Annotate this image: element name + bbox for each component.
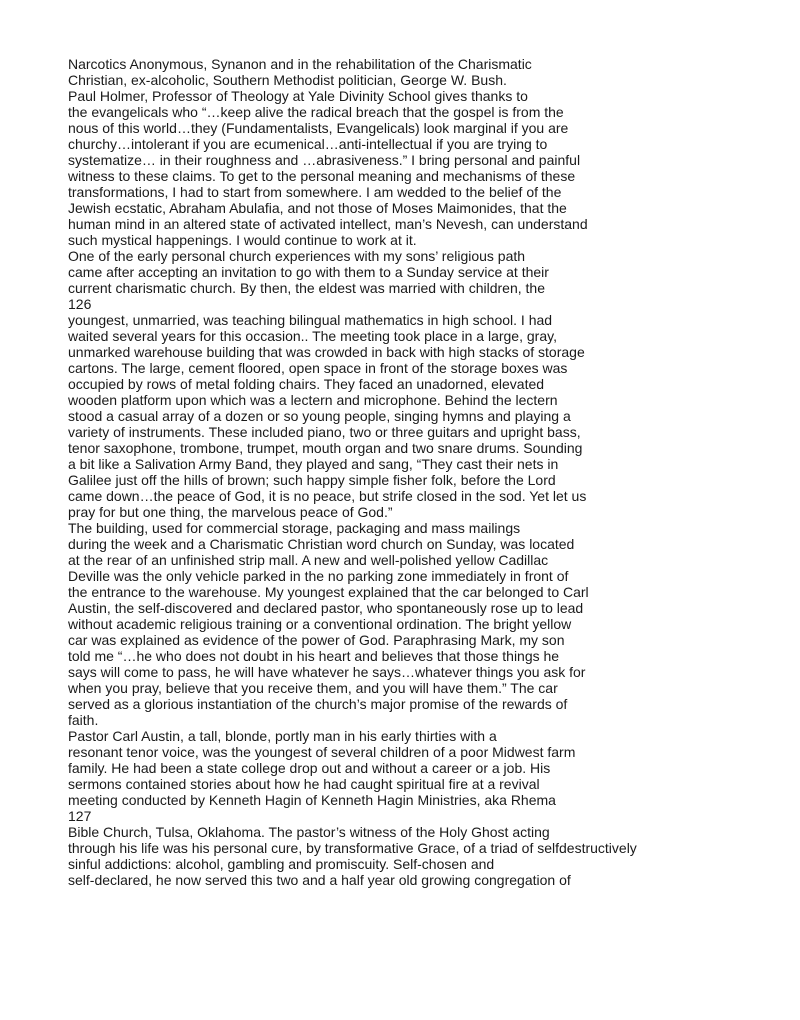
text-line: wooden platform upon which was a lectern and microphone. Behind the lectern: [68, 392, 558, 408]
text-line: came down…the peace of God, it is no peace, but strife closed in the sod. Yet let us: [68, 488, 587, 504]
text-line: witness to these claims. To get to the personal meaning and mechanisms of these: [68, 168, 576, 184]
text-line: variety of instruments. These included piano, two or three guitars and upright bass,: [68, 424, 581, 440]
text-line: churchy…intolerant if you are ecumenical…anti-intellectual if you are trying to: [68, 136, 548, 152]
text-line: the entrance to the warehouse. My youngest explained that the car belonged to Carl: [68, 584, 589, 600]
text-line: says will come to pass, he will have whatever he says…whatever things you ask for: [68, 664, 586, 680]
text-line: Paul Holmer, Professor of Theology at Yale Divinity School gives thanks to: [68, 88, 528, 104]
text-line: current charismatic church. By then, the eldest was married with children, the: [68, 280, 545, 296]
text-line: systematize… in their roughness and …abrasiveness.” I bring personal and painful: [68, 152, 581, 168]
text-line: car was explained as evidence of the power of God. Paraphrasing Mark, my son: [68, 632, 565, 648]
text-line: Galilee just off the hills of brown; such happy simple fisher folk, before the Lord: [68, 472, 556, 488]
text-line: nous of this world…they (Fundamentalists, Evangelicals) look marginal if you are: [68, 120, 569, 136]
text-line: Bible Church, Tulsa, Oklahoma. The pastor’s witness of the Holy Ghost acting: [68, 824, 550, 840]
document-page: [68, 56, 788, 888]
text-line: through his life was his personal cure, by transformative Grace, of a triad of selfdestructively: [68, 840, 637, 856]
page-number: 127: [68, 808, 92, 824]
text-line: during the week and a Charismatic Christian word church on Sunday, was located: [68, 536, 575, 552]
text-line: meeting conducted by Kenneth Hagin of Kenneth Hagin Ministries, aka Rhema: [68, 792, 556, 808]
text-line: self-declared, he now served this two and a half year old growing congregation of: [68, 872, 571, 888]
text-line: Deville was the only vehicle parked in the no parking zone immediately in front of: [68, 568, 569, 584]
text-line: at the rear of an unfinished strip mall. A new and well-polished yellow Cadillac: [68, 552, 549, 568]
text-line: occupied by rows of metal folding chairs. They faced an unadorned, elevated: [68, 376, 545, 392]
text-line: a bit like a Salivation Army Band, they played and sang, “They cast their nets in: [68, 456, 559, 472]
text-line: the evangelicals who “…keep alive the radical breach that the gospel is from the: [68, 104, 564, 120]
text-line: The building, used for commercial storage, packaging and mass mailings: [68, 520, 521, 536]
text-line: youngest, unmarried, was teaching bilingual mathematics in high school. I had: [68, 312, 553, 328]
text-line: sermons contained stories about how he had caught spiritual fire at a revival: [68, 776, 540, 792]
text-line: resonant tenor voice, was the youngest of several children of a poor Midwest farm: [68, 744, 576, 760]
text-line: sinful addictions: alcohol, gambling and promiscuity. Self-chosen and: [68, 856, 495, 872]
text-line: cartons. The large, cement floored, open space in front of the storage boxes was: [68, 360, 568, 376]
text-line: Jewish ecstatic, Abraham Abulafia, and not those of Moses Maimonides, that the: [68, 200, 567, 216]
text-line: unmarked warehouse building that was crowded in back with high stacks of storage: [68, 344, 585, 360]
text-line: stood a casual array of a dozen or so young people, singing hymns and playing a: [68, 408, 571, 424]
text-line: told me “…he who does not doubt in his heart and believes that those things he: [68, 648, 560, 664]
text-line: pray for but one thing, the marvelous peace of God.”: [68, 504, 393, 520]
text-line: Christian, ex-alcoholic, Southern Methodist politician, George W. Bush.: [68, 72, 507, 88]
text-line: transformations, I had to start from somewhere. I am wedded to the belief of the: [68, 184, 562, 200]
text-line: Austin, the self-discovered and declared pastor, who spontaneously rose up to lead: [68, 600, 584, 616]
text-line: Pastor Carl Austin, a tall, blonde, portly man in his early thirties with a: [68, 728, 497, 744]
page-number: 126: [68, 296, 92, 312]
text-line: human mind in an altered state of activated intellect, man’s Nevesh, can understand: [68, 216, 588, 232]
text-line: when you pray, believe that you receive them, and you will have them.” The car: [68, 680, 558, 696]
text-line: family. He had been a state college drop out and without a career or a job. His: [68, 760, 551, 776]
text-line: such mystical happenings. I would continue to work at it.: [68, 232, 417, 248]
text-line: One of the early personal church experiences with my sons’ religious path: [68, 248, 526, 264]
text-line: tenor saxophone, trombone, trumpet, mouth organ and two snare drums. Sounding: [68, 440, 583, 456]
text-line: served as a glorious instantiation of the church’s major promise of the rewards of: [68, 696, 568, 712]
text-line: faith.: [68, 712, 99, 728]
text-line: waited several years for this occasion.. The meeting took place in a large, gray,: [68, 328, 557, 344]
text-line: Narcotics Anonymous, Synanon and in the rehabilitation of the Charismatic: [68, 56, 532, 72]
text-line: came after accepting an invitation to go with them to a Sunday service at their: [68, 264, 549, 280]
text-line: without academic religious training or a conventional ordination. The bright yellow: [68, 616, 572, 632]
